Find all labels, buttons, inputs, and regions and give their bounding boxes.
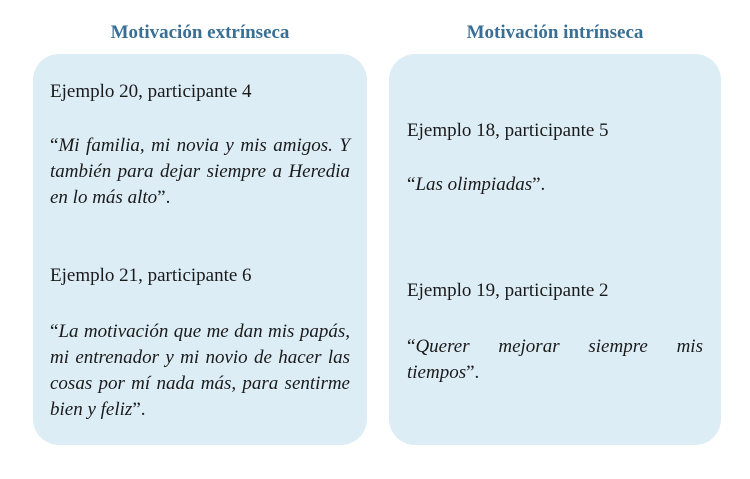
example-quote: [407, 172, 703, 198]
card-extrinsic: [33, 54, 367, 445]
example-quote: [407, 334, 703, 386]
close-quote-mark: ”.: [132, 399, 146, 420]
column-title-intrinsic: Motivación intrínseca: [466, 22, 644, 43]
card-intrinsic: [389, 54, 721, 445]
column-title-extrinsic: Motivación extrínseca: [110, 22, 290, 43]
open-quote-mark: “: [407, 336, 416, 357]
open-quote-mark: “: [50, 321, 59, 342]
example-quote: [50, 319, 350, 423]
close-quote-mark: ”.: [157, 187, 171, 208]
quote-text: Las olimpiadas: [415, 174, 533, 195]
example-heading: Ejemplo 20, participante 4: [50, 81, 252, 102]
quote-text: Querer mejorar siempre mis tiempos: [407, 336, 703, 383]
open-quote-mark: “: [407, 174, 416, 195]
open-quote-mark: “: [50, 135, 59, 156]
close-quote-mark: ”.: [532, 174, 546, 195]
example-heading: Ejemplo 18, participante 5: [407, 120, 609, 141]
example-heading: Ejemplo 21, participante 6: [50, 265, 252, 286]
example-quote: [50, 133, 350, 211]
close-quote-mark: ”.: [466, 362, 480, 383]
quote-text: Mi familia, mi novia y mis amigos. Y también para dejar siempre a Heredia en lo más alto: [50, 135, 350, 208]
example-heading: Ejemplo 19, participante 2: [407, 280, 609, 301]
quote-text: La motivación que me dan mis papás, mi entrenador y mi novio de hacer las cosas por mí nada más, para sentirme bien y feliz: [50, 321, 350, 420]
